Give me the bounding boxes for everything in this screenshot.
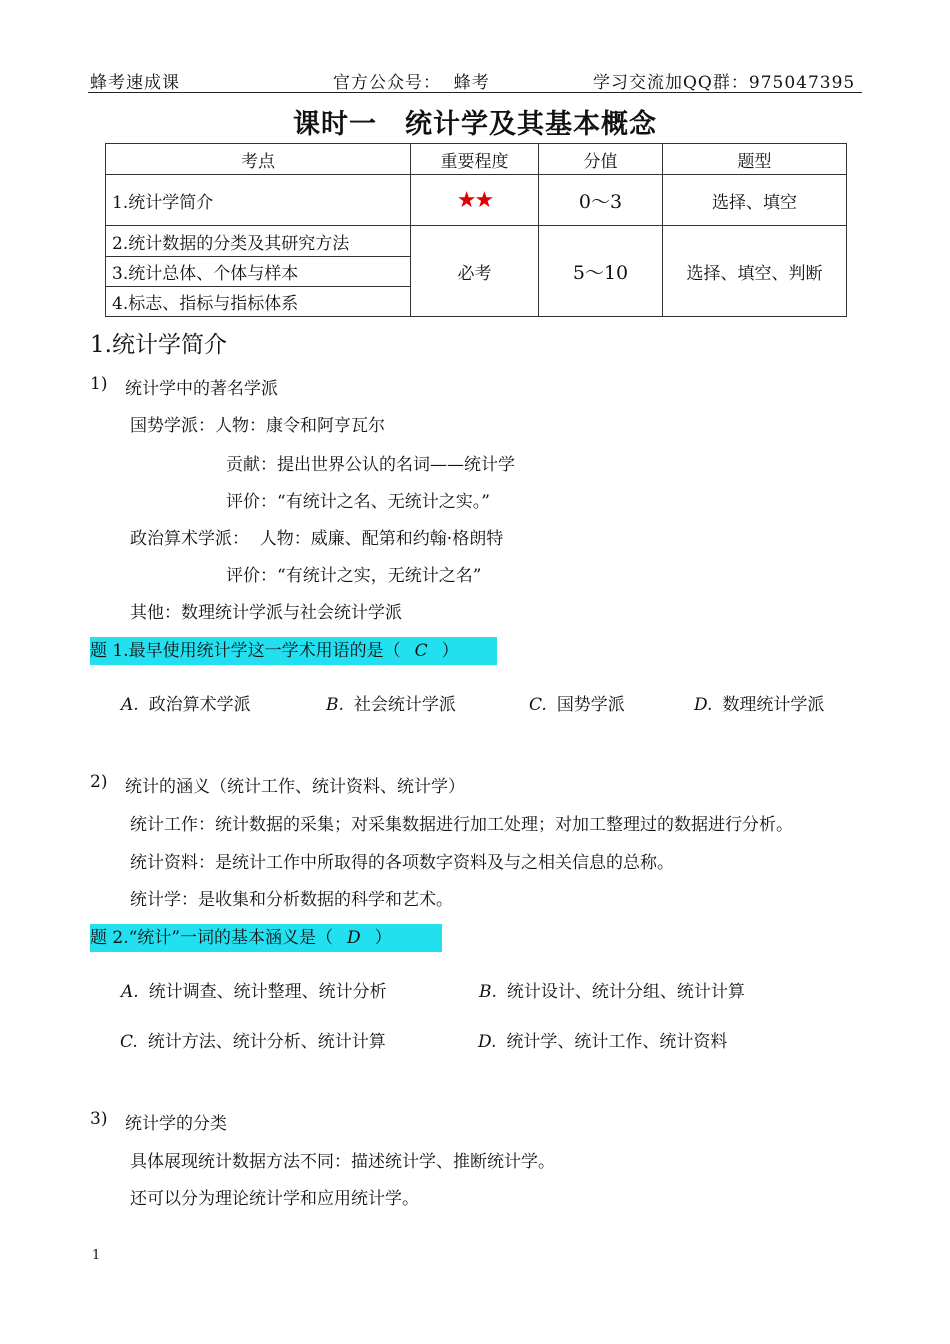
importance-cell: [411, 175, 539, 226]
key-points-table: [105, 143, 847, 317]
page-title: [0, 102, 950, 141]
subsection-title: 统计学的分类: [125, 1114, 227, 1134]
importance-cell: 必考: [411, 226, 539, 317]
option-letter: C.: [120, 1032, 138, 1052]
option-letter: A.: [121, 982, 139, 1002]
option-d: [478, 1027, 727, 1052]
header-divider: [88, 92, 862, 93]
col-header: 题型: [663, 144, 847, 175]
lesson-topic: 统计学及其基本概念: [405, 109, 657, 140]
option-text: 政治算术学派: [148, 695, 251, 715]
text-line: 具体展现统计数据方法不同：描述统计学、推断统计学。: [130, 1152, 555, 1172]
section-heading: 1.统计学简介: [90, 332, 227, 358]
question-suffix: ）: [441, 641, 459, 661]
point-cell: 3.统计总体、个体与样本: [106, 257, 411, 287]
option-letter: D.: [694, 695, 713, 715]
question-answer: D: [347, 928, 361, 948]
option-text: 数理统计学派: [722, 695, 825, 715]
option-text: 统计方法、统计分析、统计计算: [147, 1032, 386, 1052]
option-d: [694, 690, 824, 715]
point-cell: 4.标志、指标与指标体系: [106, 287, 411, 317]
text-line: 统计工作：统计数据的采集；对采集数据进行加工处理；对加工整理过的数据进行分析。: [130, 815, 793, 835]
text-line: 其他：数理统计学派与社会统计学派: [130, 603, 402, 623]
col-header: 分值: [539, 144, 663, 175]
subsection-number: 2): [90, 772, 108, 792]
text-line: 评价：“有统计之实，无统计之名”: [226, 566, 482, 586]
option-b: [479, 977, 745, 1002]
option-text: 国势学派: [556, 695, 625, 715]
text-line: 还可以分为理论统计学和应用统计学。: [130, 1189, 419, 1209]
subsection-title: 统计的涵义（统计工作、统计资料、统计学）: [125, 777, 465, 797]
option-text: 统计设计、统计分组、统计计算: [506, 982, 745, 1002]
header-right: 学习交流加QQ群：975047395: [593, 73, 856, 93]
option-c: [120, 1027, 386, 1052]
star-rating: ★★: [456, 187, 493, 213]
question-answer: C: [414, 641, 428, 661]
text-line: 统计学：是收集和分析数据的科学和艺术。: [130, 890, 453, 910]
question-suffix: ）: [374, 928, 392, 948]
text-line: 政治算术学派： 人物：威廉、配第和约翰·格朗特: [130, 529, 504, 549]
option-b: [326, 690, 456, 715]
text-line: 贡献：提出世界公认的名词——统计学: [226, 455, 515, 475]
option-letter: B.: [326, 695, 344, 715]
option-c: [529, 690, 625, 715]
option-letter: A.: [121, 695, 139, 715]
option-letter: C.: [529, 695, 547, 715]
col-header: 重要程度: [411, 144, 539, 175]
subsection-number: 1): [90, 374, 108, 394]
score-cell: 0～3: [539, 175, 663, 226]
option-text: 社会统计学派: [353, 695, 456, 715]
point-cell: 1.统计学简介: [106, 175, 411, 226]
subsection-number: 3): [90, 1109, 108, 1129]
lesson-label: 课时一: [293, 109, 377, 140]
text-line: 国势学派：人物：康令和阿亨瓦尔: [130, 416, 385, 436]
subsection-title: 统计学中的著名学派: [125, 379, 278, 399]
option-letter: B.: [479, 982, 497, 1002]
text-line: 评价：“有统计之名、无统计之实。”: [226, 492, 490, 512]
table-row: [106, 175, 847, 226]
option-text: 统计调查、统计整理、统计分析: [148, 982, 387, 1002]
page-number: 1: [92, 1248, 101, 1263]
question-prefix: 题 1.最早使用统计学这一学术用语的是（: [90, 641, 401, 661]
text-line: 统计资料：是统计工作中所取得的各项数字资料及与之相关信息的总称。: [130, 853, 674, 873]
table-header-row: [106, 144, 847, 175]
question-2: [90, 924, 442, 952]
option-a: [121, 977, 387, 1002]
score-cell: 5～10: [539, 226, 663, 317]
type-cell: 选择、填空: [663, 175, 847, 226]
header-middle: 官方公众号： 蜂考: [333, 73, 490, 93]
point-cell: 2.统计数据的分类及其研究方法: [106, 226, 411, 257]
option-a: [121, 690, 251, 715]
type-cell: 选择、填空、判断: [663, 226, 847, 317]
question-prefix: 题 2.“统计”一词的基本涵义是（: [90, 928, 334, 948]
question-1: [90, 637, 497, 665]
option-letter: D.: [478, 1032, 497, 1052]
table-row: [106, 226, 847, 257]
col-header: 考点: [106, 144, 411, 175]
header-left: 蜂考速成课: [90, 73, 180, 93]
option-text: 统计学、统计工作、统计资料: [506, 1032, 728, 1052]
